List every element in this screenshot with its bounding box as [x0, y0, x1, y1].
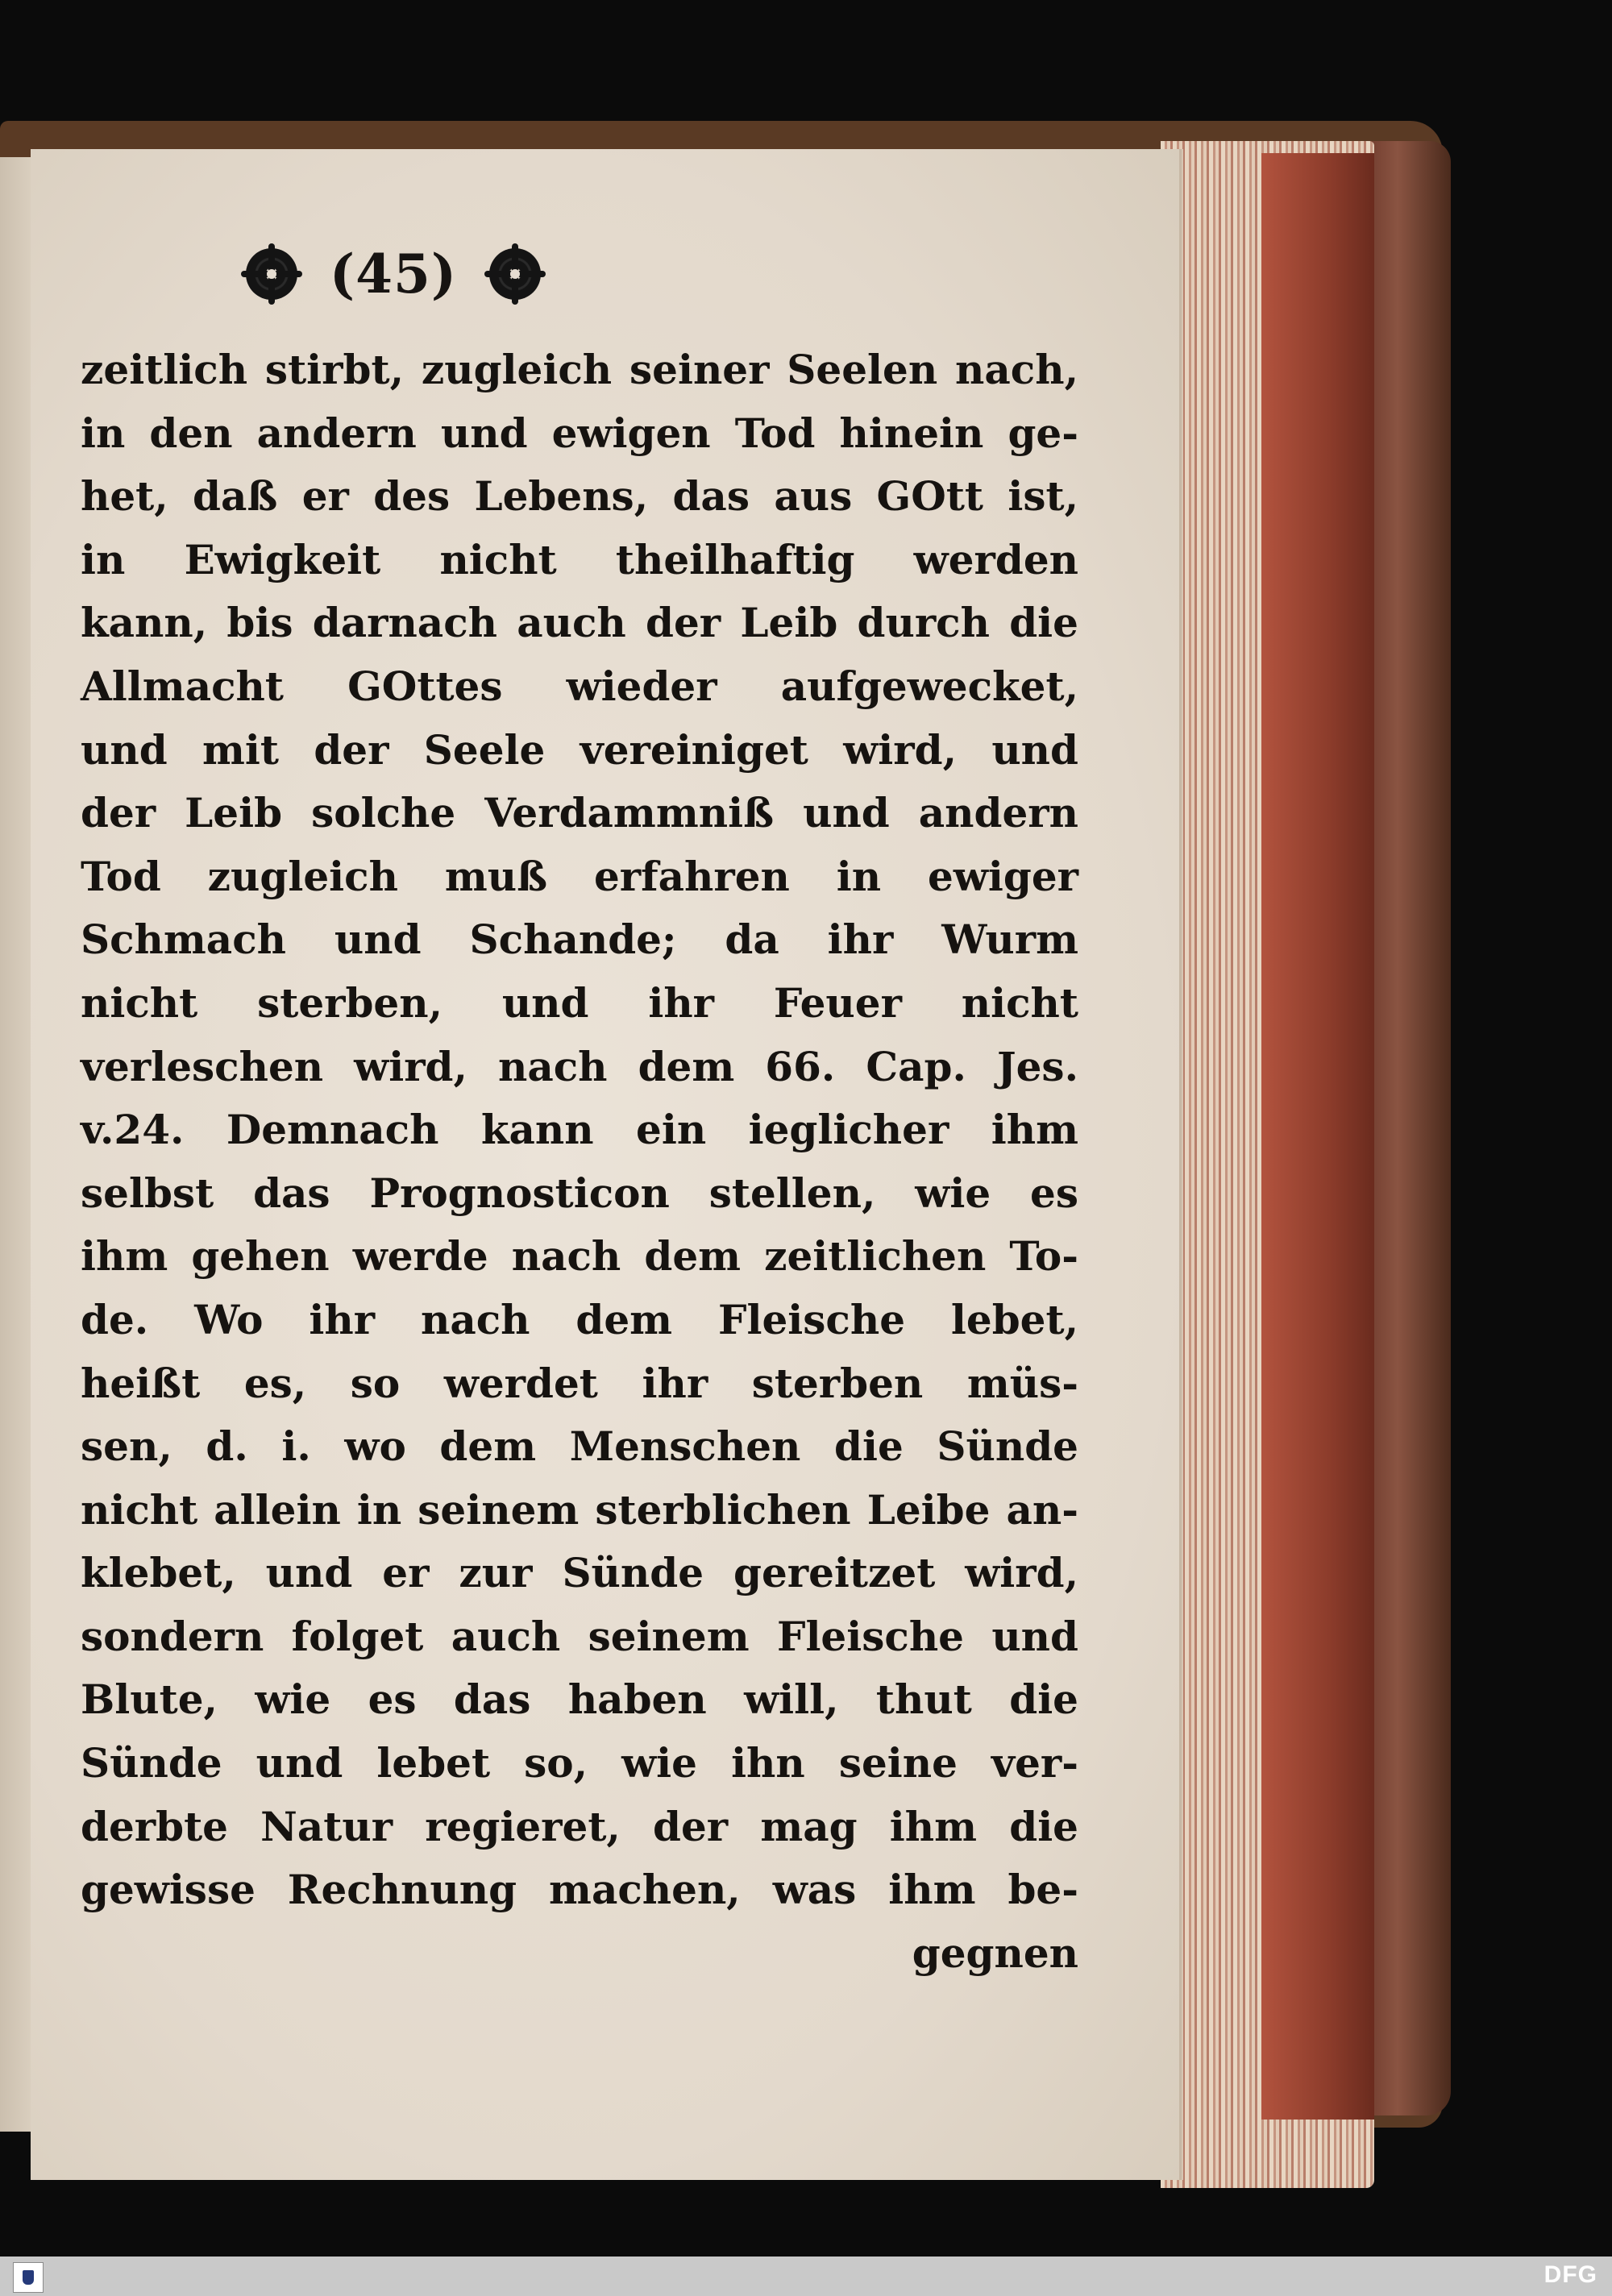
text-line: nicht allein in seinem sterblichen Leibe an-	[81, 1485, 1078, 1534]
text-line: nicht sterben, und ihr Feuer nicht	[81, 978, 1078, 1027]
text-line: sen, d. i. wo dem Menschen die Sünde	[81, 1422, 1078, 1471]
text-line: klebet, und er zur Sünde gereitzet wird,	[81, 1549, 1078, 1597]
text-line: in den andern und ewigen Tod hinein ge-	[81, 409, 1078, 457]
text-line: heißt es, so werdet ihr sterben müs-	[81, 1359, 1078, 1407]
catchword: gegnen	[912, 1929, 1078, 1977]
book-page	[31, 149, 1182, 2180]
text-line: v.24. Demnach kann ein ieglicher ihm	[81, 1106, 1078, 1154]
book-cover-edge	[1362, 141, 1451, 2115]
text-line: derbte Natur regieret, der mag ihm die	[81, 1802, 1078, 1850]
text-line: kann, bis darnach auch der Leib durch die	[81, 599, 1078, 647]
text-line: Tod zugleich muß erfahren in ewiger	[81, 852, 1078, 900]
page-header	[31, 230, 756, 318]
text-line: Allmacht GOttes wieder aufgewecket,	[81, 662, 1078, 710]
text-line: und mit der Seele vereiniget wird, und	[81, 725, 1078, 774]
text-line: het, daß er des Lebens, das aus GOtt ist,	[81, 472, 1078, 521]
text-line: in Ewigkeit nicht theilhaftig werden	[81, 535, 1078, 583]
dfg-logo[interactable]: DFG	[1543, 2261, 1597, 2288]
page-text	[81, 338, 1078, 1985]
red-page-edge	[1261, 153, 1374, 2120]
text-line: Blute, wie es das haben will, thut die	[81, 1675, 1078, 1724]
text-line: gewisse Rechnung machen, was ihm be-	[81, 1866, 1078, 1914]
left-flower-ornament-icon	[246, 248, 297, 300]
right-flower-ornament-icon	[489, 248, 541, 300]
text-line: selbst das Prognosticon stellen, wie es	[81, 1169, 1078, 1217]
text-line: verleschen wird, nach dem 66. Cap. Jes.	[81, 1042, 1078, 1090]
text-line: sondern folget auch seinem Fleische und	[81, 1612, 1078, 1660]
viewer-footer-bar	[0, 2257, 1612, 2296]
text-line: de. Wo ihr nach dem Fleische lebet,	[81, 1295, 1078, 1343]
page-number: (45)	[329, 243, 458, 305]
text-line: Schmach und Schande; da ihr Wurm	[81, 915, 1078, 964]
library-crest-icon[interactable]	[13, 2262, 44, 2293]
text-line: zeitlich stirbt, zugleich seiner Seelen nach,	[81, 346, 1078, 393]
text-line: Sünde und lebet so, wie ihn seine ver-	[81, 1739, 1078, 1787]
text-line: ihm gehen werde nach dem zeitlichen To-	[81, 1232, 1078, 1281]
text-line: der Leib solche Verdammniß und andern	[81, 789, 1078, 837]
